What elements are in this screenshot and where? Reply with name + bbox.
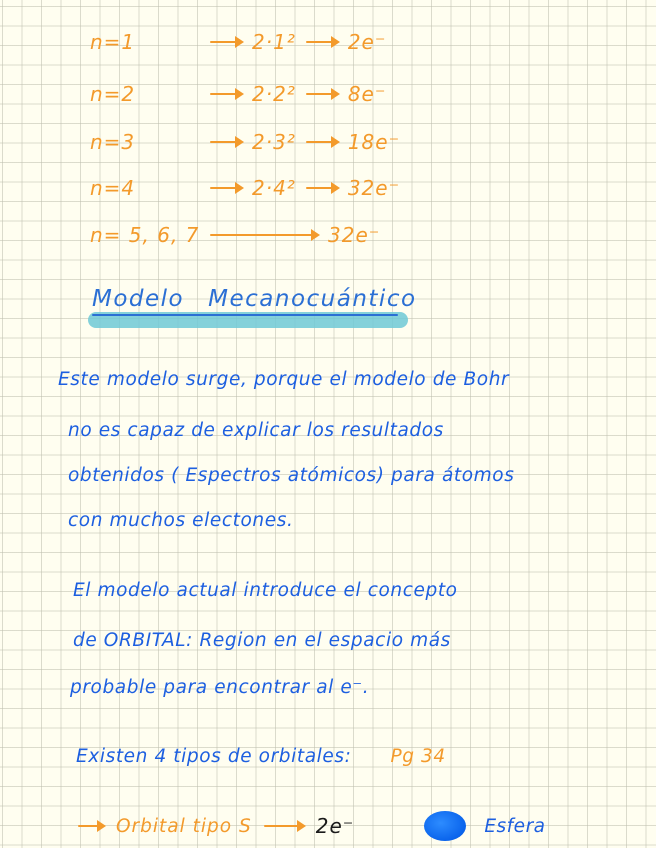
title-word: Mecanocuántico [208,286,417,312]
level-calc: 2·1² [252,30,296,54]
arrow-icon [264,825,304,827]
arrow-icon [210,234,318,236]
level-n: n=1 [90,30,136,54]
paragraph-line: Este modelo surge, porque el modelo de Bohr [58,369,510,390]
orbital-row [78,808,546,844]
level-calc: 2·2² [252,82,296,106]
title-underline [92,314,398,316]
sphere-icon [424,811,466,841]
arrow-icon [210,141,242,143]
level-row [90,79,386,109]
level-row [90,220,380,250]
paragraph-line: obtenidos ( Espectros atómicos) para átomos [68,465,515,486]
arrow-icon [306,41,338,43]
level-result: 18e⁻ [347,130,401,154]
paragraph-line: probable para encontrar al e⁻. [70,677,370,698]
level-n: n=3 [90,130,136,154]
level-result: 2e⁻ [347,30,387,54]
level-n: n=2 [90,82,136,106]
paragraph-line: de ORBITAL: Region en el espacio más [73,630,451,651]
orbital-shape: Esfera [484,815,546,837]
arrow-icon [210,187,242,189]
paragraph-line: El modelo actual introduce el concepto [73,580,458,601]
level-row [90,27,386,57]
arrow-icon [78,825,104,827]
level-row [90,173,400,203]
level-calc: 2·4² [252,176,296,200]
types-line [76,746,446,767]
level-result: 32e⁻ [328,223,381,247]
types-text: Existen 4 tipos de orbitales: [76,746,352,767]
arrow-icon [306,93,338,95]
arrow-icon [210,93,242,95]
orbital-capacity: 2e⁻ [315,814,355,838]
orbital-label: Orbital tipo S [116,815,252,837]
level-result: 32e⁻ [347,176,401,200]
section-title [92,286,417,312]
arrow-icon [210,41,242,43]
page-reference: Pg 34 [390,746,446,767]
arrow-icon [306,141,338,143]
arrow-icon [306,187,338,189]
title-word: Modelo [92,286,185,312]
level-n: n= 5, 6, 7 [90,223,200,247]
paragraph-line: no es capaz de explicar los resultados [68,420,444,441]
level-row [90,127,400,157]
level-calc: 2·3² [252,130,296,154]
level-n: n=4 [90,176,136,200]
level-result: 8e⁻ [347,82,387,106]
paragraph-line: con muchos electones. [68,510,294,531]
